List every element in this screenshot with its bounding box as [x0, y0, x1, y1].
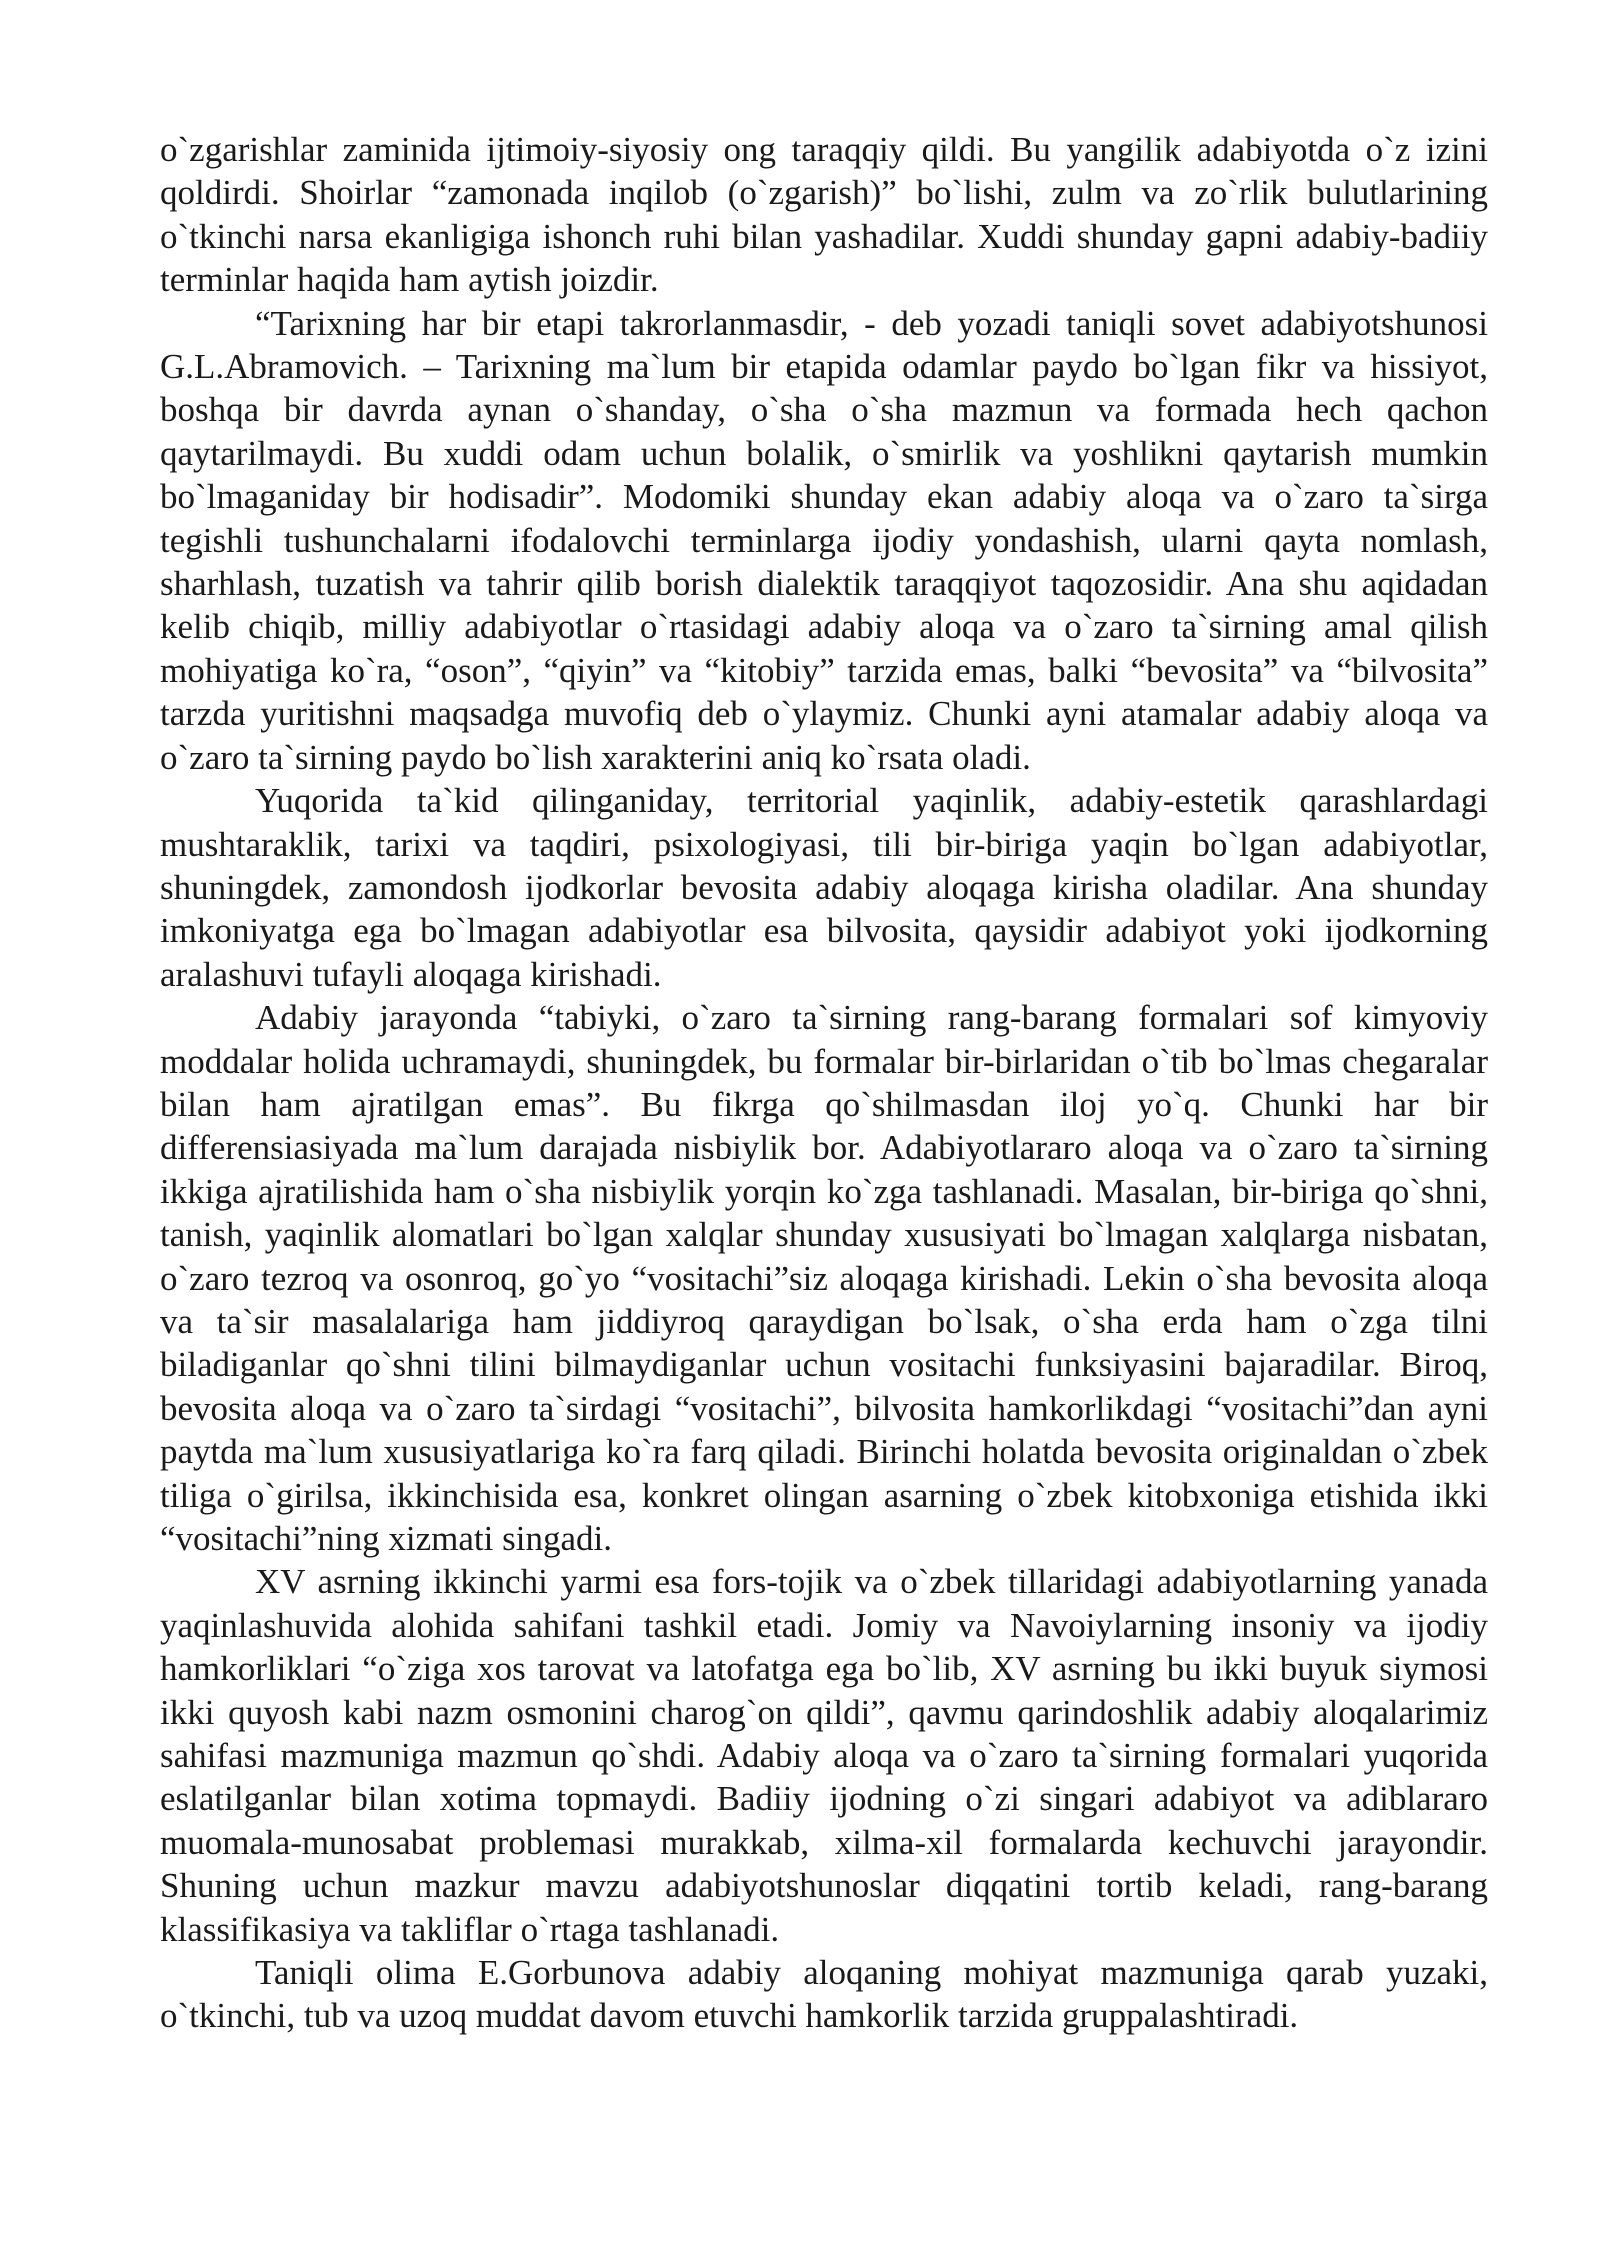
paragraph-4: Adabiy jarayonda “tabiyki, o`zaro ta`sirning rang-barang formalari sof kimyoviy moddalar holida uchramaydi, shuningdek, bu formalar bir-birlaridan o`tib bo`lmas chegaralar bilan ham ajratilgan emas”. Bu fikrga qo`shilmasdan iloj yo`q. Chunki har bir differensiasiyada ma`lum darajada nisbiylik bor. Adabiyotlararo aloqa va o`zaro ta`sirning ikkiga ajratilishida ham o`sha nisbiylik yorqin ko`zga tashlanadi. Masalan, bir-biriga qo`shni, tanish, yaqinlik alomatlari bo`lgan xalqlar shunday xususiyati bo`lmagan xalqlarga nisbatan, o`zaro tezroq va osonroq, go`yo “vositachi”siz aloqaga kirishadi. Lekin o`sha bevosita aloqa va ta`sir masalalariga ham jiddiyroq qaraydigan bo`lsak, o`sha erda ham o`zga tilni biladiganlar qo`shni tilini bilmaydiganlar uchun vositachi funksiyasini bajaradilar. Biroq, bevosita aloqa va o`zaro ta`sirdagi “vositachi”, bilvosita hamkorlikdagi “vositachi”dan ayni paytda ma`lum xususiyatlariga ko`ra farq qiladi. Birinchi holatda bevosita originaldan o`zbek tiliga o`girilsa, ikkinchisida esa, konkret olingan asarning o`zbek kitobxoniga etishida ikki “vositachi”ning xizmati singadi.	[160, 998, 1488, 1558]
paragraph-2: “Tarixning har bir etapi takrorlanmasdir, - deb yozadi taniqli sovet adabiyotshunosi G.L.Abramovich. – Tarixning ma`lum bir etapida odamlar paydo bo`lgan fikr va hissiyot, boshqa bir davrda aynan o`shanday, o`sha o`sha mazmun va formada hech qachon qaytarilmaydi. Bu xuddi odam uchun bolalik, o`smirlik va yoshlikni qaytarish mumkin bo`lmaganiday bir hodisadir”. Modomiki shunday ekan adabiy aloqa va o`zaro ta`sirga tegishli tushunchalarni ifodalovchi terminlarga ijodiy yondashish, ularni qayta nomlash, sharhlash, tuzatish va tahrir qilib borish dialektik taraqqiyot taqozosidir. Ana shu aqidadan kelib chiqib, milliy adabiyotlar o`rtasidagi adabiy aloqa va o`zaro ta`sirning amal qilish mohiyatiga ko`ra, “oson”, “qiyin” va “kitobiy” tarzida emas, balki “bevosita” va “bilvosita” tarzda yuritishni maqsadga muvofiq deb o`ylaymiz. Chunki ayni atamalar adabiy aloqa va o`zaro ta`sirning paydo bo`lish xarakterini aniq ko`rsata oladi.	[160, 303, 1488, 777]
paragraph-3: Yuqorida ta`kid qilinganiday, territorial yaqinlik, adabiy-estetik qarashlardagi mushtaraklik, tarixi va taqdiri, psixologiyasi, tili bir-biriga yaqin bo`lgan adabiyotlar, shuningdek, zamondosh ijodkorlar bevosita adabiy aloqaga kirisha oladilar. Ana shunday imkoniyatga ega bo`lmagan adabiyotlar esa bilvosita, qaysidir adabiyot yoki ijodkorning aralashuvi tufayli aloqaga kirishadi.	[160, 781, 1488, 994]
paragraph-6: Taniqli olima E.Gorbunova adabiy aloqaning mohiyat mazmuniga qarab yuzaki, o`tkinchi, tub va uzoq muddat davom etuvchi hamkorlik tarzida gruppalashtiradi.	[160, 1953, 1488, 2036]
paragraph-5: XV asrning ikkinchi yarmi esa fors-tojik va o`zbek tillaridagi adabiyotlarning yanada yaqinlashuvida alohida sahifani tashkil etadi. Jomiy va Navoiylarning insoniy va ijodiy hamkorliklari “o`ziga xos tarovat va latofatga ega bo`lib, XV asrning bu ikki buyuk siymosi ikki quyosh kabi nazm osmonini charog`on qildi”, qavmu qarindoshlik adabiy aloqalarimiz sahifasi mazmuniga mazmun qo`shdi. Adabiy aloqa va o`zaro ta`sirning formalari yuqorida eslatilganlar bilan xotima topmaydi. Badiiy ijodning o`zi singari adabiyot va adiblararo muomala-munosabat problemasi murakkab, xilma-xil formalarda kechuvchi jarayondir. Shuning uchun mazkur mavzu adabiyotshunoslar diqqatini tortib keladi, rang-barang klassifikasiya va takliflar o`rtaga tashlanadi.	[160, 1562, 1488, 1949]
document-page	[160, 128, 1488, 2038]
paragraph-1: o`zgarishlar zaminida ijtimoiy-siyosiy ong taraqqiy qildi. Bu yangilik adabiyotda o`z izini qoldirdi. Shoirlar “zamonada inqilob (o`zgarish)” bo`lishi, zulm va zo`rlik bulutlarining o`tkinchi narsa ekanligiga ishonch ruhi bilan yashadilar. Xuddi shunday gapni adabiy-badiiy terminlar haqida ham aytish joizdir.	[160, 130, 1488, 300]
